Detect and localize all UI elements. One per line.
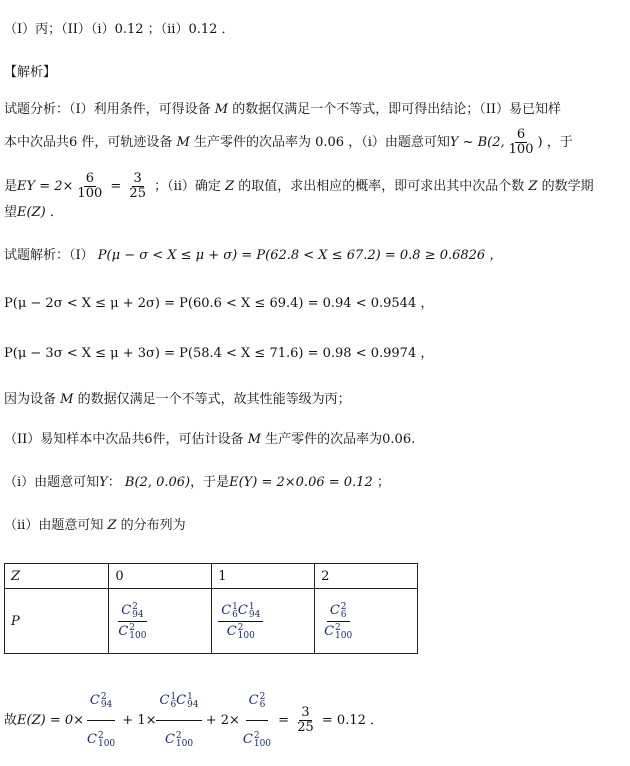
table-row-label: P bbox=[5, 589, 109, 654]
device-m: M bbox=[214, 102, 229, 117]
part-ii-line: （ⅱ）由题意可知 Z 的分布列为 bbox=[4, 518, 186, 533]
part-i-line: （ⅰ）由题意可知Y： B(2, 0.06)，于是E(Y) = 2×0.06 = 0.12 ； bbox=[4, 475, 390, 490]
analysis-line-4: 望E(Z) ． bbox=[4, 205, 63, 220]
analysis-line-1: 试题分析：（I）利用条件，可得设备 M 的数据仅满足一个不等式，即可得出结论；（II）易已知样 bbox=[4, 102, 562, 117]
table-header-cell: Z bbox=[5, 564, 109, 589]
binomial-expr: Y ~ B(2, bbox=[449, 135, 505, 150]
answer-line: （I）丙；（II）（ⅰ）0.12 ；（ⅱ）0.12 ． bbox=[4, 22, 235, 37]
equation-1: P(μ − σ < X ≤ μ + σ) = P(62.8 < X ≤ 67.2) = 0.8 ≥ 0.6826 ， bbox=[97, 248, 503, 263]
distribution-table bbox=[4, 563, 418, 654]
fraction-6-100: $\frac{6}{100}$ bbox=[508, 127, 534, 157]
equation-3: P(μ − 3σ < X ≤ μ + 3σ) = P(58.4 < X ≤ 71.6) = 0.98 < 0.9974 ， bbox=[4, 346, 434, 361]
fraction-3-25-final: $\frac{3}{25}$ bbox=[297, 705, 314, 735]
analysis-label: 试题分析： bbox=[4, 102, 70, 117]
table-header-cell: 0 bbox=[109, 564, 212, 589]
section-heading: 【解析】 bbox=[4, 65, 57, 80]
final-expectation-line: 故E(Z) = 0× C 2 94 C 2 100 + 1× C 1 6 C 1 94 C 2 100 + 2× C 2 6 C 2 100 = $\frac{3}{25}$ = 0.12 ． bbox=[4, 684, 383, 757]
analysis-line-3: 是EY = 2× $\frac{6}{100}$ = $\frac{3}{25}$ ；（ⅱ）确定 Z 的取值，求出相应的概率，即可求出其中次品个数 Z 的数学期 bbox=[4, 171, 594, 201]
table-header-row bbox=[5, 564, 418, 589]
probability-cell-2: C 2 6 C 2 100 bbox=[315, 589, 418, 654]
solution-label: 试题解析： bbox=[4, 248, 70, 263]
table-probability-row bbox=[5, 589, 418, 654]
fraction-3-25: $\frac{3}{25}$ bbox=[129, 171, 146, 201]
equation-2: P(μ − 2σ < X ≤ μ + 2σ) = P(60.6 < X ≤ 69.4) = 0.94 < 0.9544 ， bbox=[4, 296, 434, 311]
table-header-cell: 2 bbox=[315, 564, 418, 589]
table-header-cell: 1 bbox=[212, 564, 315, 589]
conclusion-line: 因为设备 M 的数据仅满足一个不等式，故其性能等级为丙； bbox=[4, 392, 351, 407]
analysis-line-2: 本中次品共6 件，可轨迹设备 M 生产零件的次品率为 0.06 ，（ⅰ）由题意可知Y ~ B(2, $\frac{6}{100}$ ) ，于 bbox=[4, 127, 573, 157]
probability-cell-0: C 2 94 C 2 100 bbox=[109, 589, 212, 654]
probability-cell-1: C 1 6 C 1 94 C 2 100 bbox=[212, 589, 315, 654]
fraction-6-100-b: $\frac{6}{100}$ bbox=[77, 171, 103, 201]
part-2-line: （II）易知样本中次品共6件，可估计设备 M 生产零件的次品率为0.06. bbox=[4, 432, 416, 447]
solution-line-1: 试题解析：（I） P(μ − σ < X ≤ μ + σ) = P(62.8 < X ≤ 67.2) = 0.8 ≥ 0.6826 ， bbox=[4, 248, 503, 263]
